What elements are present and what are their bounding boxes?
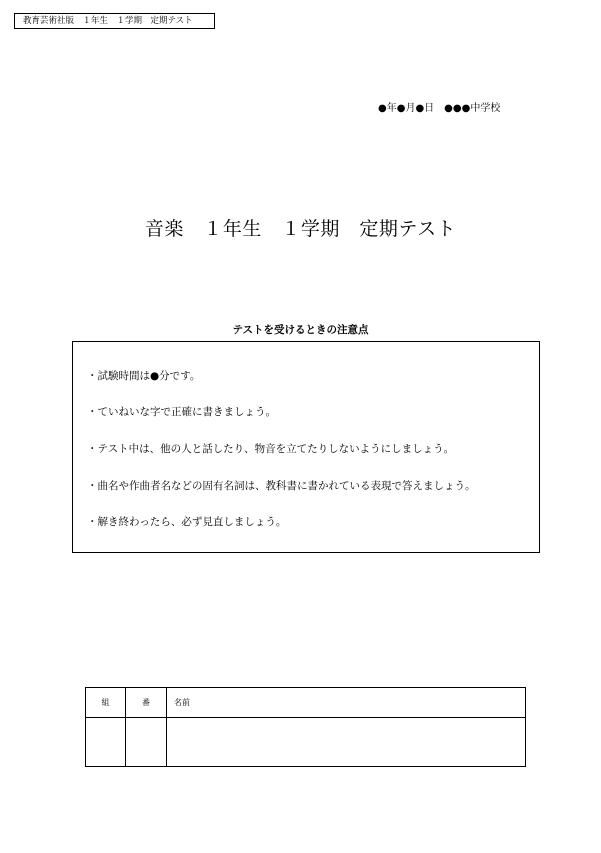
note-item: ・解き終わったら、必ず見直しましょう。 <box>87 516 287 528</box>
note-item: ・テスト中は、他の人と話したり、物音を立てたりしないようにしましょう。 <box>87 443 455 455</box>
notes-box <box>72 341 540 553</box>
page-title: 音楽 １年生 １学期 定期テスト <box>144 218 457 240</box>
name-table <box>85 687 526 767</box>
class-label: 組 <box>86 688 126 718</box>
notes-heading: テストを受けるときの注意点 <box>232 324 369 336</box>
note-item: ・ていねいな字で正確に書きましょう。 <box>87 406 276 418</box>
name-field[interactable] <box>167 718 526 767</box>
name-label: 名前 <box>167 688 526 718</box>
note-item: ・曲名や作曲者名などの固有名詞は、教科書に書かれている表現で答えましょう。 <box>87 480 476 492</box>
date-school-line: ●年●月●日 ●●●中学校 <box>378 103 501 114</box>
number-label: 番 <box>126 688 167 718</box>
class-field[interactable] <box>86 718 126 767</box>
number-field[interactable] <box>126 718 167 767</box>
edition-label: 教育芸術社版 １年生 １学期 定期テスト <box>14 13 215 29</box>
note-item: ・試験時間は●分です。 <box>87 370 201 382</box>
